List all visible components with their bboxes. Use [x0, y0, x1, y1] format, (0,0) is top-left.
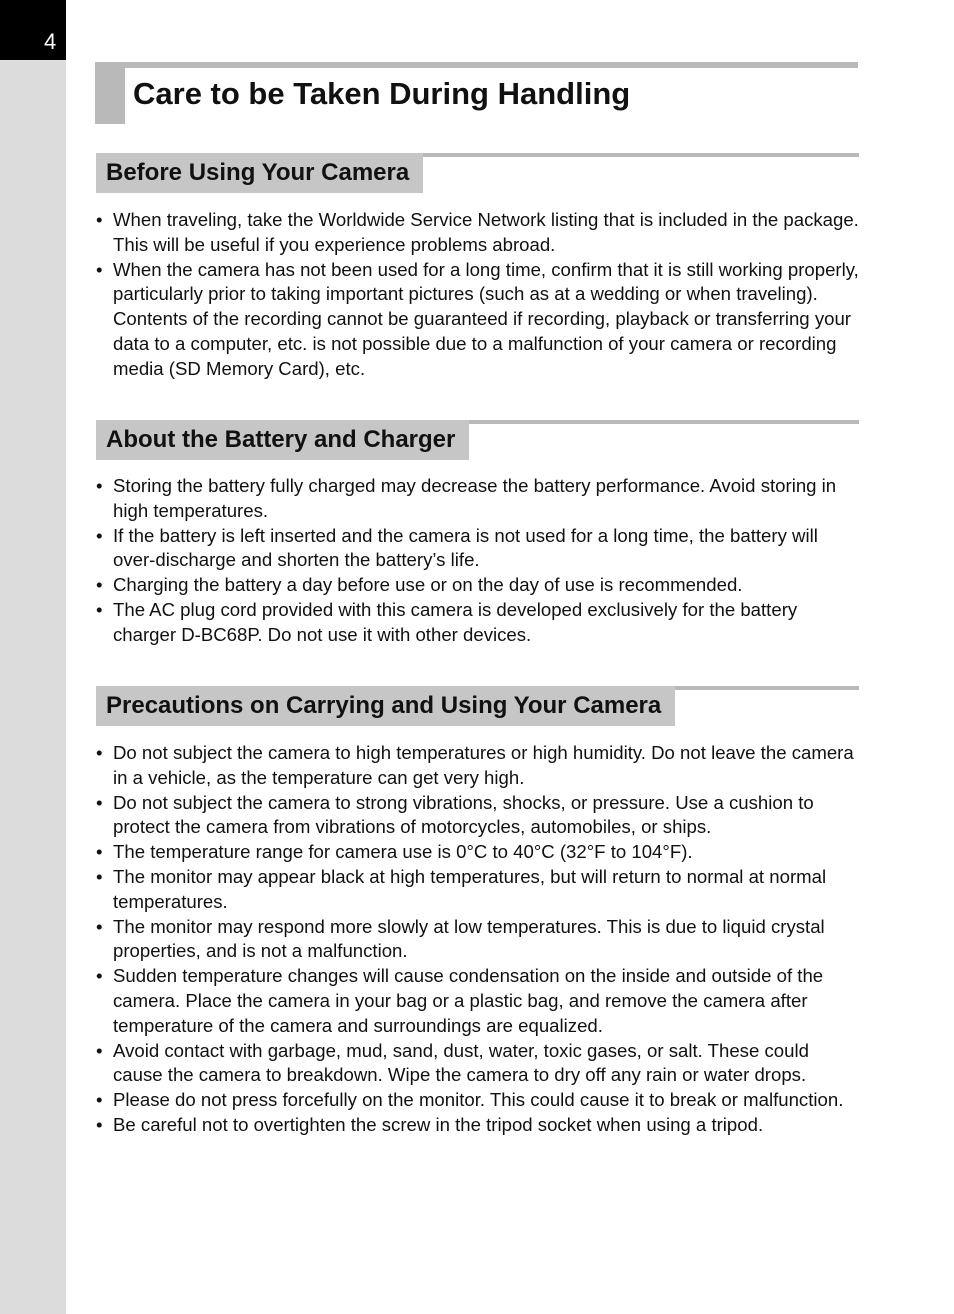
- list-item: [96, 741, 861, 791]
- list-item: [96, 598, 861, 648]
- page-title-block: [95, 62, 858, 124]
- list-item-text: If the battery is left inserted and the camera is not used for a long time, the battery will over-discharge and shorten the battery’s life.: [113, 524, 818, 571]
- side-margin-strip: [0, 0, 66, 1314]
- section-label-box: [96, 153, 423, 193]
- section-header-before-using: [96, 153, 859, 193]
- list-item-text: When the camera has not been used for a long time, confirm that it is still working properly, particularly prior to taking important pictures (such as at a wedding or when traveling). Contents of the recording cannot be guaranteed if recording, playback or transferring your data to a computer, etc. is not possible due to a malfunction of your camera or recording media (SD Memory Card), etc.: [113, 258, 859, 379]
- bullet-icon: •: [96, 1039, 103, 1061]
- section-header-battery-charger: [96, 420, 859, 460]
- page-title: Care to be Taken During Handling: [133, 76, 631, 111]
- bullet-icon: •: [96, 841, 103, 863]
- list-item-text: Be careful not to overtighten the screw in the tripod socket when using a tripod.: [113, 1113, 764, 1135]
- page-number: 4: [44, 29, 57, 54]
- bullet-icon: •: [96, 524, 103, 546]
- list-item-text: The AC plug cord provided with this camera is developed exclusively for the battery charger D-BC68P. Do not use it with other devices.: [113, 598, 798, 645]
- list-item-text: The monitor may appear black at high temperatures, but will return to normal at normal temperatures.: [113, 865, 827, 912]
- list-item-text: Do not subject the camera to strong vibrations, shocks, or pressure. Use a cushion to protect the camera from vibrations of motorcycles, automobiles, or ships.: [113, 791, 814, 838]
- bullet-list-before-using: [96, 208, 861, 382]
- section-label-box: [96, 420, 469, 460]
- list-item: [96, 915, 861, 965]
- list-item-text: Charging the battery a day before use or on the day of use is recommended.: [113, 574, 743, 596]
- section-header-precautions: [96, 686, 859, 726]
- bullet-icon: •: [96, 742, 103, 763]
- page-number-tab: [0, 0, 66, 60]
- title-accent-bar: [95, 62, 125, 124]
- list-item: [96, 208, 861, 258]
- bullet-icon: •: [96, 865, 103, 887]
- bullet-icon: •: [96, 258, 103, 280]
- list-item: [96, 1113, 861, 1138]
- list-item: [96, 474, 861, 524]
- bullet-icon: •: [96, 1113, 103, 1135]
- section-title: Before Using Your Camera: [106, 159, 410, 186]
- list-item-text: Please do not press forcefully on the monitor. This could cause it to break or malfunction.: [113, 1089, 844, 1111]
- bullet-icon: •: [96, 598, 103, 620]
- list-item: [96, 865, 861, 915]
- list-item-text: The temperature range for camera use is 0°C to 40°C (32°F to 104°F).: [113, 841, 693, 863]
- bullet-icon: •: [96, 475, 103, 496]
- list-item: [96, 1039, 861, 1089]
- bullet-icon: •: [96, 1089, 103, 1111]
- list-item: [96, 1088, 861, 1113]
- list-item: [96, 573, 861, 598]
- list-item: [96, 258, 861, 382]
- bullet-icon: •: [96, 791, 103, 813]
- list-item-text: The monitor may respond more slowly at low temperatures. This is due to liquid crystal properties, and is not a malfunction.: [113, 915, 825, 962]
- bullet-icon: •: [96, 965, 103, 987]
- bullet-list-battery-charger: [96, 474, 861, 648]
- list-item-text: Sudden temperature changes will cause condensation on the inside and outside of the camera. Place the camera in your bag or a plastic bag, and remove the camera after temperature of the camera and surroundings are equalized.: [113, 965, 824, 1036]
- bullet-list-precautions: [96, 741, 861, 1138]
- list-item: [96, 840, 861, 865]
- section-label-box: [96, 686, 675, 726]
- bullet-icon: •: [96, 574, 103, 596]
- list-item-text: Do not subject the camera to high temperatures or high humidity. Do not leave the camera in a vehicle, as the temperature can get very high.: [113, 742, 854, 788]
- list-item-text: When traveling, take the Worldwide Service Network listing that is included in the package. This will be useful if you experience problems abroad.: [113, 209, 859, 255]
- title-rule: [95, 62, 858, 68]
- list-item-text: Storing the battery fully charged may decrease the battery performance. Avoid storing in high temperatures.: [113, 475, 837, 521]
- bullet-icon: •: [96, 915, 103, 937]
- section-title: Precautions on Carrying and Using Your Camera: [106, 692, 662, 719]
- list-item: [96, 791, 861, 841]
- bullet-icon: •: [96, 209, 103, 230]
- list-item: [96, 964, 861, 1038]
- section-title: About the Battery and Charger: [106, 426, 456, 453]
- list-item: [96, 524, 861, 574]
- list-item-text: Avoid contact with garbage, mud, sand, dust, water, toxic gases, or salt. These could cause the camera to breakdown. Wipe the camera to dry off any rain or water drops.: [113, 1039, 809, 1086]
